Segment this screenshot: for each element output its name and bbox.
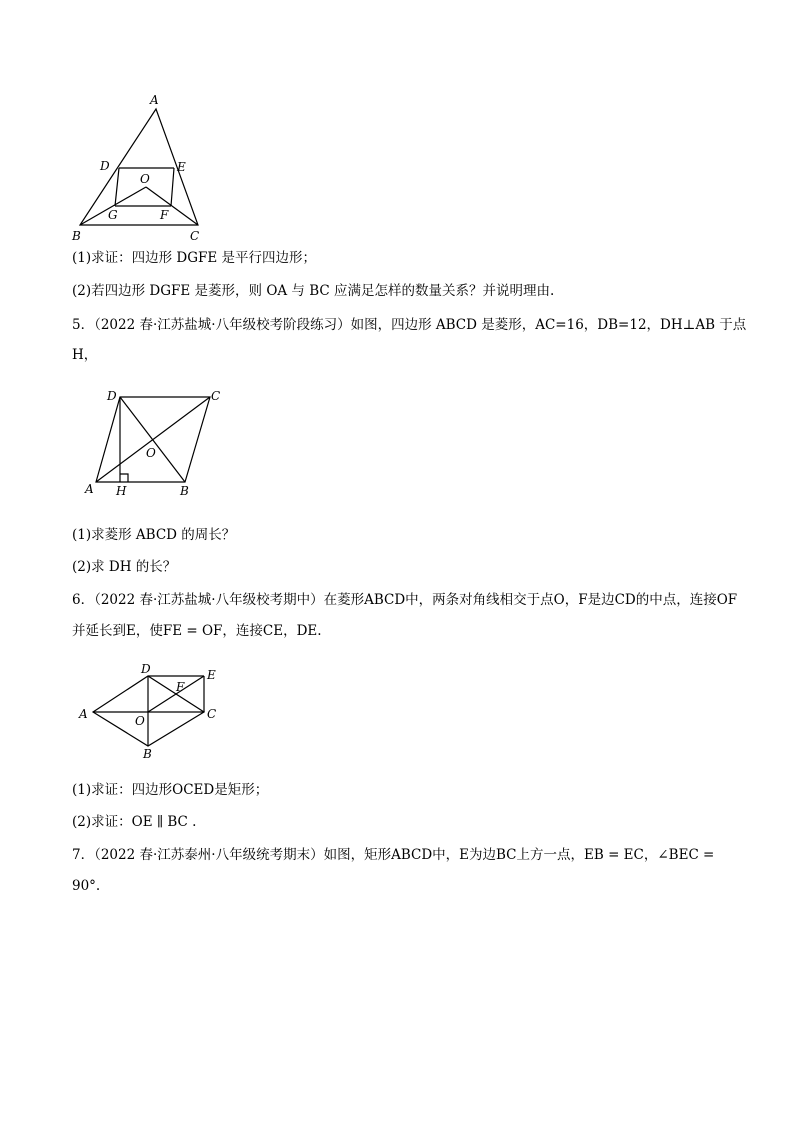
label-b: B — [72, 229, 81, 243]
problem4-q1: (1)求证：四边形 DGFE 是平行四边形； — [72, 250, 317, 266]
figure-rhombus-dh-svg — [80, 385, 240, 505]
label-a: A — [79, 707, 88, 721]
problem6-line2: 并延长到E，使FE = OF，连接CE，DE. — [72, 623, 322, 639]
label-o: O — [146, 446, 156, 460]
figure-rhombus-oced — [76, 658, 236, 768]
label-o: O — [140, 172, 150, 186]
label-a: A — [150, 93, 159, 107]
figure-rhombus-oced-svg — [76, 658, 236, 768]
label-d: D — [100, 159, 110, 173]
segment-dg — [115, 168, 119, 206]
label-a: A — [85, 482, 94, 496]
label-e: E — [207, 668, 216, 682]
label-c: C — [207, 707, 217, 721]
label-d: D — [141, 662, 151, 676]
figure-triangle-dgfe-svg — [60, 90, 220, 250]
label-c: C — [190, 229, 200, 243]
label-f: F — [176, 680, 185, 694]
figure-rhombus-dh — [80, 385, 240, 505]
problem4-q2: (2)若四边形 DGFE 是菱形，则 OA 与 BC 应满足怎样的数量关系？并说明理由. — [72, 283, 555, 299]
problem5-line2: H， — [72, 347, 98, 363]
label-e: E — [177, 160, 186, 174]
label-d: D — [107, 389, 117, 403]
problem5-q1: (1)求菱形 ABCD 的周长？ — [72, 527, 236, 543]
problem7-line1: 7．（2022 春·江苏泰州·八年级统考期末）如图，矩形ABCD中，E为边BC上方一点，EB = EC，∠BEC = — [72, 847, 715, 863]
problem6-line1: 6．（2022 春·江苏盐城·八年级校考期中）在菱形ABCD中，两条对角线相交于点O，F是边CD的中点，连接OF — [72, 592, 738, 608]
label-o: O — [135, 714, 145, 728]
right-angle-mark — [120, 474, 128, 482]
figure-triangle-dgfe — [60, 90, 220, 250]
problem7-line2: 90°. — [72, 878, 101, 894]
problem6-q1: (1)求证：四边形OCED是矩形； — [72, 782, 269, 798]
label-f: F — [160, 208, 169, 222]
problem5-line1: 5．（2022 春·江苏盐城·八年级校考阶段练习）如图，四边形 ABCD 是菱形，AC=16，DB=12，DH⊥AB 于点 — [72, 317, 747, 333]
problem5-q2: (2)求 DH 的长？ — [72, 559, 177, 575]
problem6-q2: (2)求证：OE ∥ BC . — [72, 814, 197, 830]
label-b: B — [143, 747, 152, 761]
label-g: G — [108, 208, 118, 222]
label-b: B — [180, 484, 189, 498]
label-c: C — [211, 389, 221, 403]
diagonal-db — [120, 397, 185, 482]
segment-ef — [171, 168, 174, 206]
label-h: H — [116, 484, 127, 498]
